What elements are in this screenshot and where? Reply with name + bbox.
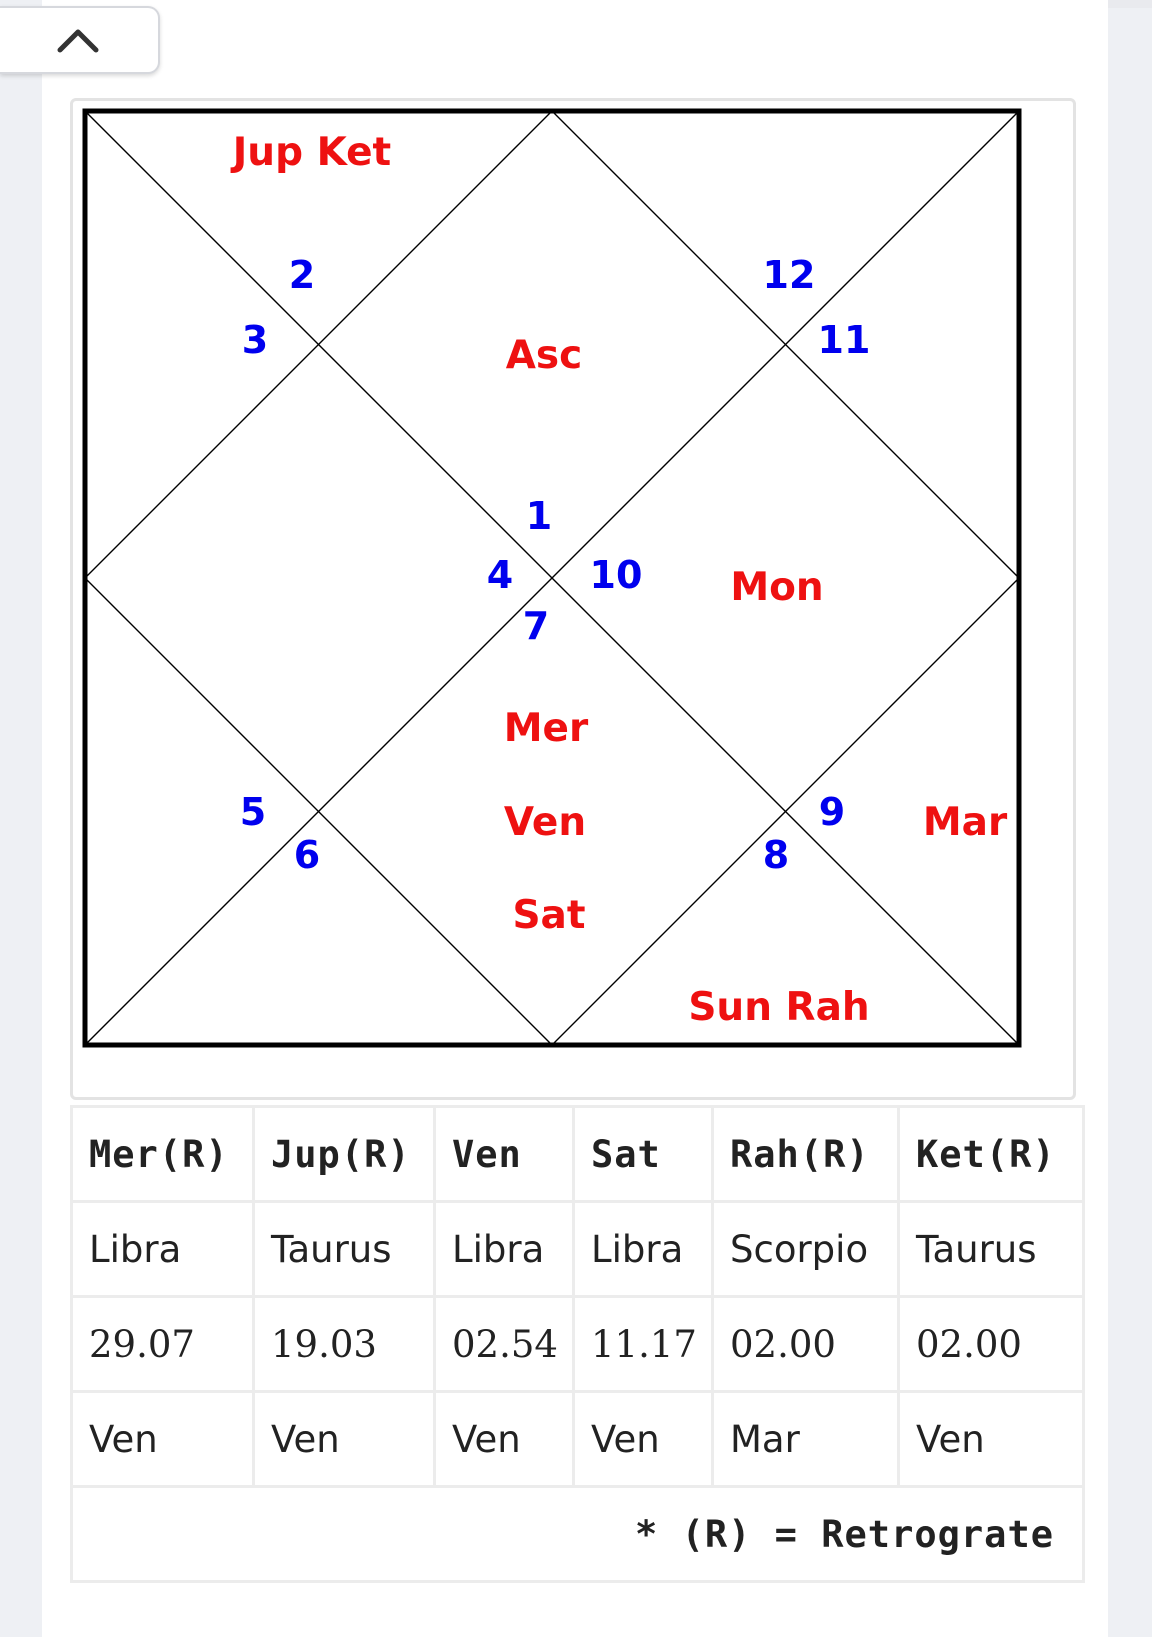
table-header-cell: Sat xyxy=(574,1107,713,1202)
house-number: 10 xyxy=(589,553,643,597)
house-number: 7 xyxy=(522,604,550,648)
planet-label: Sat xyxy=(512,893,586,938)
sign-cell: Libra xyxy=(435,1202,574,1297)
table-row-lords xyxy=(72,1392,1084,1487)
lord-cell: Ven xyxy=(435,1392,574,1487)
house-number: 12 xyxy=(762,253,816,297)
degree-cell: 02.00 xyxy=(713,1297,899,1392)
planet-label: Mon xyxy=(730,565,824,610)
planet-details-table xyxy=(70,1105,1085,1583)
degree-cell: 11.17 xyxy=(574,1297,713,1392)
table-row-note xyxy=(72,1487,1084,1582)
table-header-row xyxy=(72,1107,1084,1202)
lord-cell: Ven xyxy=(899,1392,1084,1487)
planet-label: Mar xyxy=(922,800,1008,845)
planet-label: Sun Rah xyxy=(688,985,870,1030)
table-row-degrees xyxy=(72,1297,1084,1392)
house-number: 8 xyxy=(762,833,790,877)
birth-chart xyxy=(73,101,1073,1097)
lord-cell: Ven xyxy=(254,1392,435,1487)
table-header-cell: Mer(R) xyxy=(72,1107,254,1202)
table-header-cell: Ven xyxy=(435,1107,574,1202)
table-header-cell: Jup(R) xyxy=(254,1107,435,1202)
degree-cell: 02.00 xyxy=(899,1297,1084,1392)
house-number: 6 xyxy=(293,833,321,877)
chart-frame xyxy=(70,98,1076,1100)
planet-label: Jup Ket xyxy=(232,130,392,175)
retrograde-note: * (R) = Retrograte xyxy=(72,1487,1084,1582)
house-number: 2 xyxy=(288,253,316,297)
sign-cell: Libra xyxy=(574,1202,713,1297)
table-row-signs xyxy=(72,1202,1084,1297)
sign-cell: Libra xyxy=(72,1202,254,1297)
table-header-cell: Rah(R) xyxy=(713,1107,899,1202)
collapse-button[interactable] xyxy=(0,6,160,74)
sign-cell: Scorpio xyxy=(713,1202,899,1297)
house-number: 4 xyxy=(486,553,514,597)
lord-cell: Ven xyxy=(72,1392,254,1487)
house-number: 1 xyxy=(525,494,553,538)
planet-label: Mer xyxy=(503,706,589,751)
house-number: 3 xyxy=(241,318,269,362)
house-number: 5 xyxy=(239,790,267,834)
chevron-up-icon xyxy=(56,24,100,54)
house-number: 11 xyxy=(817,318,871,362)
sign-cell: Taurus xyxy=(254,1202,435,1297)
house-number: 9 xyxy=(818,790,846,834)
degree-cell: 19.03 xyxy=(254,1297,435,1392)
planet-label: Ven xyxy=(503,800,587,845)
degree-cell: 02.54 xyxy=(435,1297,574,1392)
lord-cell: Mar xyxy=(713,1392,899,1487)
sign-cell: Taurus xyxy=(899,1202,1084,1297)
planet-label: Asc xyxy=(505,333,583,378)
degree-cell: 29.07 xyxy=(72,1297,254,1392)
table-header-cell: Ket(R) xyxy=(899,1107,1084,1202)
lord-cell: Ven xyxy=(574,1392,713,1487)
